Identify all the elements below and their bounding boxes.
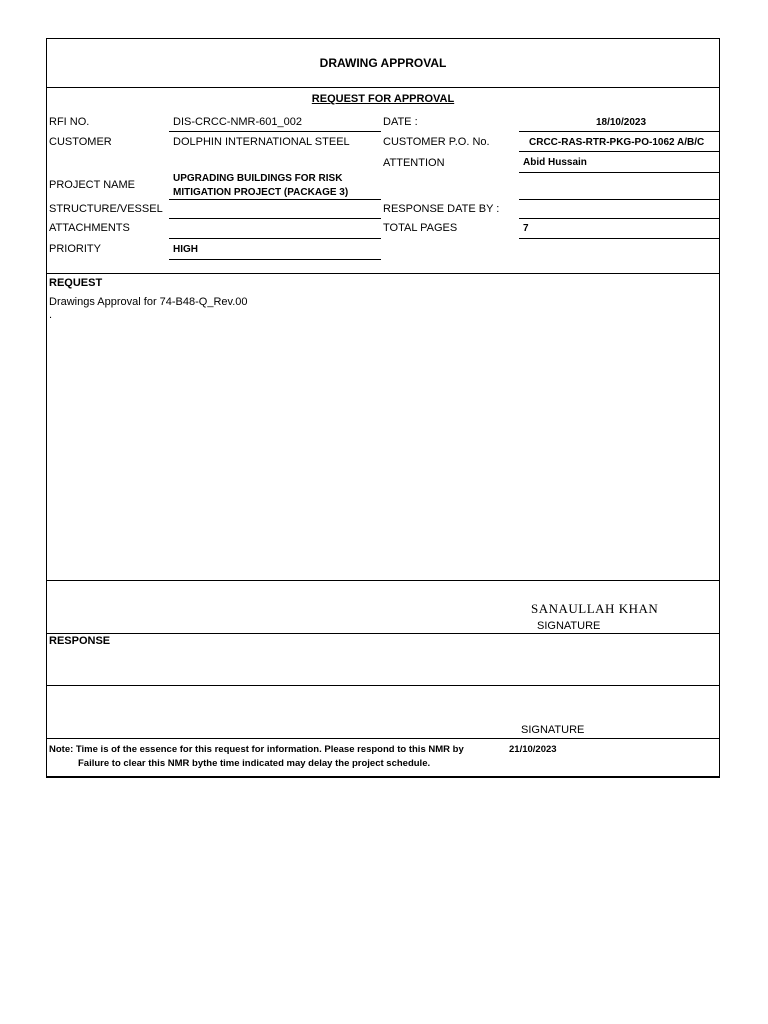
project-label: PROJECT NAME	[49, 179, 135, 191]
total-pages-underline	[519, 238, 719, 239]
attention-gap-underline	[519, 199, 719, 200]
project-underline	[169, 199, 381, 200]
form-title: DRAWING APPROVAL	[319, 56, 447, 70]
customer-label: CUSTOMER	[49, 136, 112, 148]
customer-value: DOLPHIN INTERNATIONAL STEEL	[173, 136, 350, 148]
signer-name: SANAULLAH KHAN	[531, 601, 659, 616]
response-top-divider	[47, 633, 719, 634]
signature-2-top-divider	[47, 685, 719, 686]
attachments-label: ATTACHMENTS	[49, 222, 130, 234]
request-top-divider	[47, 273, 719, 274]
total-pages-label: TOTAL PAGES	[383, 222, 458, 234]
signature-2-label: SIGNATURE	[521, 724, 585, 736]
attention-underline	[519, 172, 719, 173]
attachments-underline	[169, 238, 381, 239]
note-date: 21/10/2023	[509, 744, 557, 755]
project-value-line2: MITIGATION PROJECT (PACKAGE 3)	[173, 187, 349, 198]
date-label: DATE :	[383, 116, 418, 128]
response-date-underline	[519, 218, 719, 219]
date-underline	[519, 131, 719, 132]
form-subtitle: REQUEST FOR APPROVAL	[311, 93, 455, 105]
structure-label: STRUCTURE/VESSEL	[49, 203, 163, 215]
signature-1-label: SIGNATURE	[537, 620, 601, 632]
request-extra: .	[49, 309, 53, 321]
date-value: 18/10/2023	[595, 117, 647, 128]
rfi-underline	[169, 131, 381, 132]
attention-value: Abid Hussain	[523, 157, 587, 168]
note-line-1: Note: Time is of the essence for this request for information. Please respond to this NMR by	[49, 744, 464, 755]
request-heading: REQUEST	[49, 277, 103, 289]
po-underline	[519, 151, 719, 152]
po-label: CUSTOMER P.O. No.	[383, 136, 490, 148]
rfi-label: RFI NO.	[49, 116, 90, 128]
project-value-line1: UPGRADING BUILDINGS FOR RISK	[173, 173, 343, 184]
priority-label: PRIORITY	[49, 243, 101, 255]
response-heading: RESPONSE	[49, 635, 111, 647]
response-date-label: RESPONSE DATE BY :	[383, 203, 500, 215]
priority-underline	[169, 259, 381, 260]
note-top-divider	[47, 738, 719, 739]
total-pages-value: 7	[523, 223, 529, 234]
note-line-2: Failure to clear this NMR bythe time indicated may delay the project schedule.	[78, 758, 431, 769]
priority-value: HIGH	[173, 244, 198, 255]
signature-1-top-divider	[47, 580, 719, 581]
request-body: Drawings Approval for 74-B48-Q_Rev.00	[49, 296, 248, 308]
title-divider	[47, 87, 719, 88]
po-value: CRCC-RAS-RTR-PKG-PO-1062 A/B/C	[529, 137, 705, 148]
attention-label: ATTENTION	[383, 157, 445, 169]
drawing-approval-form	[46, 38, 720, 778]
structure-underline	[169, 218, 381, 219]
rfi-value: DIS-CRCC-NMR-601_002	[173, 116, 302, 128]
